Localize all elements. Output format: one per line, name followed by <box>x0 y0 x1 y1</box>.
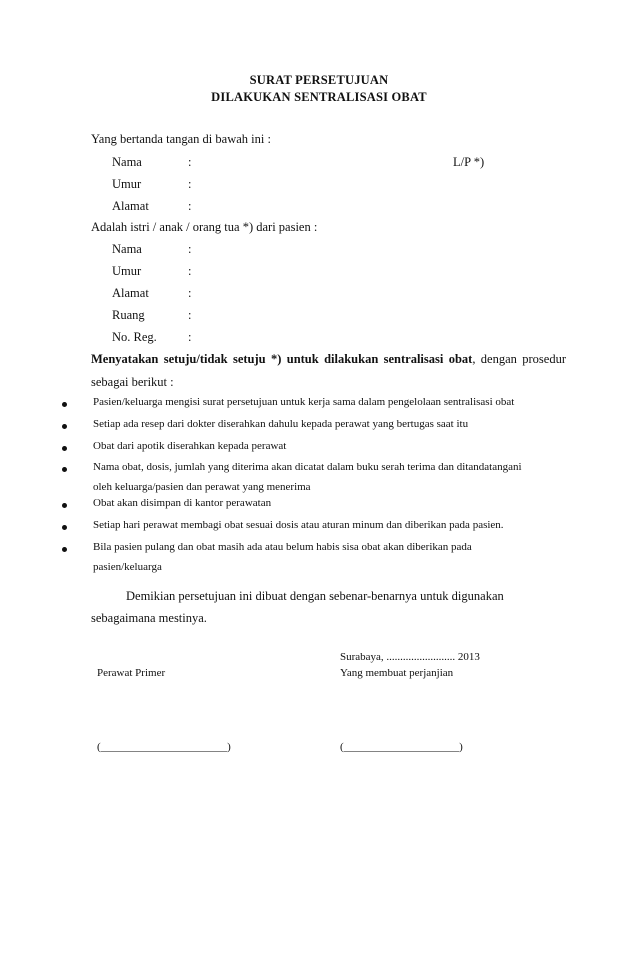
bullet-icon <box>62 424 67 429</box>
colon: : <box>188 264 192 278</box>
colon: : <box>188 286 192 300</box>
gender-option: L/P *) <box>453 155 485 169</box>
left-signer-role: Perawat Primer <box>97 667 166 679</box>
bullet-icon <box>62 525 67 530</box>
form-title: SURAT PERSETUJUAN <box>249 73 389 87</box>
patient-room-label: Ruang <box>112 308 145 322</box>
bullet-icon <box>62 547 67 552</box>
procedure-item: Bila pasien pulang dan obat masih ada atau belum habis sisa obat akan diberikan pada <box>93 541 472 553</box>
procedure-item: Setiap ada resep dari dokter diserahkan dahulu kepada perawat yang bertugas saat itu <box>93 418 469 430</box>
procedure-item: Obat akan disimpan di kantor perawatan <box>93 497 272 509</box>
signer-age-label: Umur <box>112 177 142 191</box>
procedure-item: Nama obat, dosis, jumlah yang diterima akan dicatat dalam buku serah terima dan ditandatangani <box>93 461 522 473</box>
left-signature-blank: (_______________________) <box>97 741 231 753</box>
procedure-item-continued: oleh keluarga/pasien dan perawat yang menerima <box>93 481 311 493</box>
patient-address-label: Alamat <box>112 286 149 300</box>
form-subtitle: DILAKUKAN SENTRALISASI OBAT <box>211 90 427 104</box>
procedure-item-continued: pasien/keluarga <box>93 561 162 573</box>
colon: : <box>188 330 192 344</box>
colon: : <box>188 199 192 213</box>
right-signature-blank: (_____________________) <box>340 741 463 753</box>
statement-rest: , dengan prosedur <box>472 352 566 366</box>
procedure-item: Pasien/keluarga mengisi surat persetujuan untuk kerja sama dalam pengelolaan sentralisasi obat <box>93 396 515 408</box>
procedure-item: Obat dari apotik diserahkan kepada perawat <box>93 440 287 452</box>
intro-text: Yang bertanda tangan di bawah ini : <box>91 132 271 146</box>
bullet-icon <box>62 446 67 451</box>
statement-bold: Menyatakan setuju/tidak setuju *) untuk dilakukan sentralisasi obat <box>91 352 473 366</box>
relation-text: Adalah istri / anak / orang tua *) dari pasien : <box>91 220 318 234</box>
signer-address-label: Alamat <box>112 199 149 213</box>
closing-text-line2: sebagaimana mestinya. <box>91 611 207 625</box>
right-signer-role: Yang membuat perjanjian <box>340 667 454 679</box>
closing-text: Demikian persetujuan ini dibuat dengan sebenar-benarnya untuk digunakan <box>126 589 504 603</box>
patient-age-label: Umur <box>112 264 142 278</box>
patient-name-label: Nama <box>112 242 142 256</box>
colon: : <box>188 242 192 256</box>
bullet-icon <box>62 402 67 407</box>
patient-reg-label: No. Reg. <box>112 330 157 344</box>
colon: : <box>188 155 192 169</box>
bullet-icon <box>62 503 67 508</box>
signer-name-label: Nama <box>112 155 142 169</box>
procedure-item: Setiap hari perawat membagi obat sesuai dosis atau aturan minum dan diberikan pada pasien. <box>93 519 504 531</box>
statement-text <box>91 352 566 367</box>
colon: : <box>188 177 192 191</box>
place-date: Surabaya, ......................... 2013 <box>340 651 480 663</box>
colon: : <box>188 308 192 322</box>
statement-line2: sebagai berikut : <box>91 375 174 389</box>
bullet-icon <box>62 467 67 472</box>
